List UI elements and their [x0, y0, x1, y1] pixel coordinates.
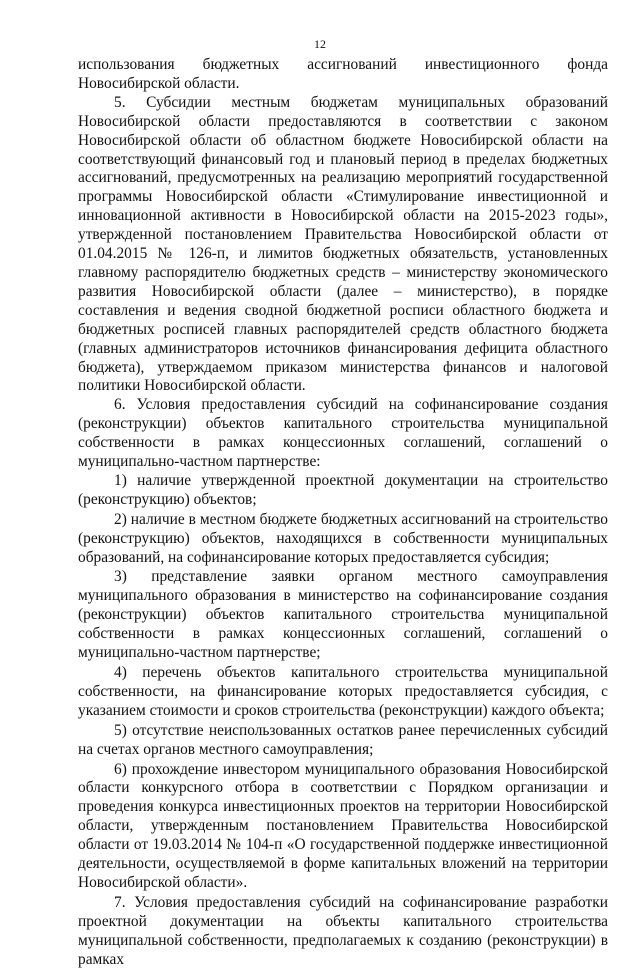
paragraph-6: 6. Условия предоставления субсидий на софинансирование создания (реконструкции) объектов капитального строительства муниципальной собственности в рамках концессионных соглашений, соглашений о муниципально-частном партнерстве: — [78, 396, 608, 471]
list-item-6-6: 6) прохождение инвестором муниципального образования Новосибирской области конкурсного отбора в соответствии с Порядком организации и проведения конкурса инвестиционных проектов на территории Новосибирской области, утвержденным постановлением Правительства Новосибирской области от 19.03.2014 № 104-п «О государственной поддержке инвестиционной деятельности, осуществляемой в форме капитальных вложений на территории Новосибирской области». — [78, 760, 608, 891]
document-body — [78, 56, 608, 970]
list-item-6-4: 4) перечень объектов капитального строительства муниципальной собственности, на финансирование которых предоставляется субсидия, с указанием стоимости и сроков строительства (реконструкции) каждого объекта; — [78, 664, 608, 719]
list-item-6-5: 5) отсутствие неиспользованных остатков ранее перечисленных субсидий на счетах органов местного самоуправления; — [78, 721, 608, 758]
list-item-6-2: 2) наличие в местном бюджете бюджетных ассигнований на строительство (реконструкцию) объектов, находящихся в собственности муниципальных образований, на софинансирование которых предоставляется субсидия; — [78, 510, 608, 566]
list-item-6-1: 1) наличие утвержденной проектной документации на строительство (реконструкцию) объектов; — [78, 471, 608, 508]
page-number: 12 — [314, 37, 326, 51]
paragraph-5: 5. Субсидии местным бюджетам муниципальных образований Новосибирской области предоставляются в соответствии с законом Новосибирской области об областном бюджете Новосибирской области на соответствующий финансовый год и плановый период в пределах бюджетных ассигнований, предусмотренных на реализацию мероприятий государственной программы Новосибирской области «Стимулирование инвестиционной и инновационной активности в Новосибирской области на 2015-2023 годы», утвержденной постановлением Правительства Новосибирской области от 01.04.2015 № 126-п, и лимитов бюджетных обязательств, установленных главному распорядителю бюджетных средств – министерству экономического развития Новосибирской области (далее – министерство), в порядке составления и ведения сводной бюджетной росписи областного бюджета и бюджетных росписей главных распорядителей средств областного бюджета (главных администраторов источников финансирования дефицита областного бюджета), утверждаемом приказом министерства финансов и налоговой политики Новосибирской области. — [78, 93, 608, 395]
paragraph-continuation: использования бюджетных ассигнований инвестиционного фонда Новосибирской области. — [78, 56, 608, 92]
paragraph-7: 7. Условия предоставления субсидий на софинансирование разработки проектной документации на объекты капитального строительства муниципальной собственности, предполагаемых к созданию (реконструкции) в рамках — [78, 893, 608, 968]
list-item-6-3: 3) представление заявки органом местного самоуправления муниципального образования в министерство на софинансирование создания (реконструкции) объектов капитального строительства муниципальной собственности в рамках концессионных соглашений, соглашений о муниципально-частном партнерстве; — [78, 568, 608, 662]
